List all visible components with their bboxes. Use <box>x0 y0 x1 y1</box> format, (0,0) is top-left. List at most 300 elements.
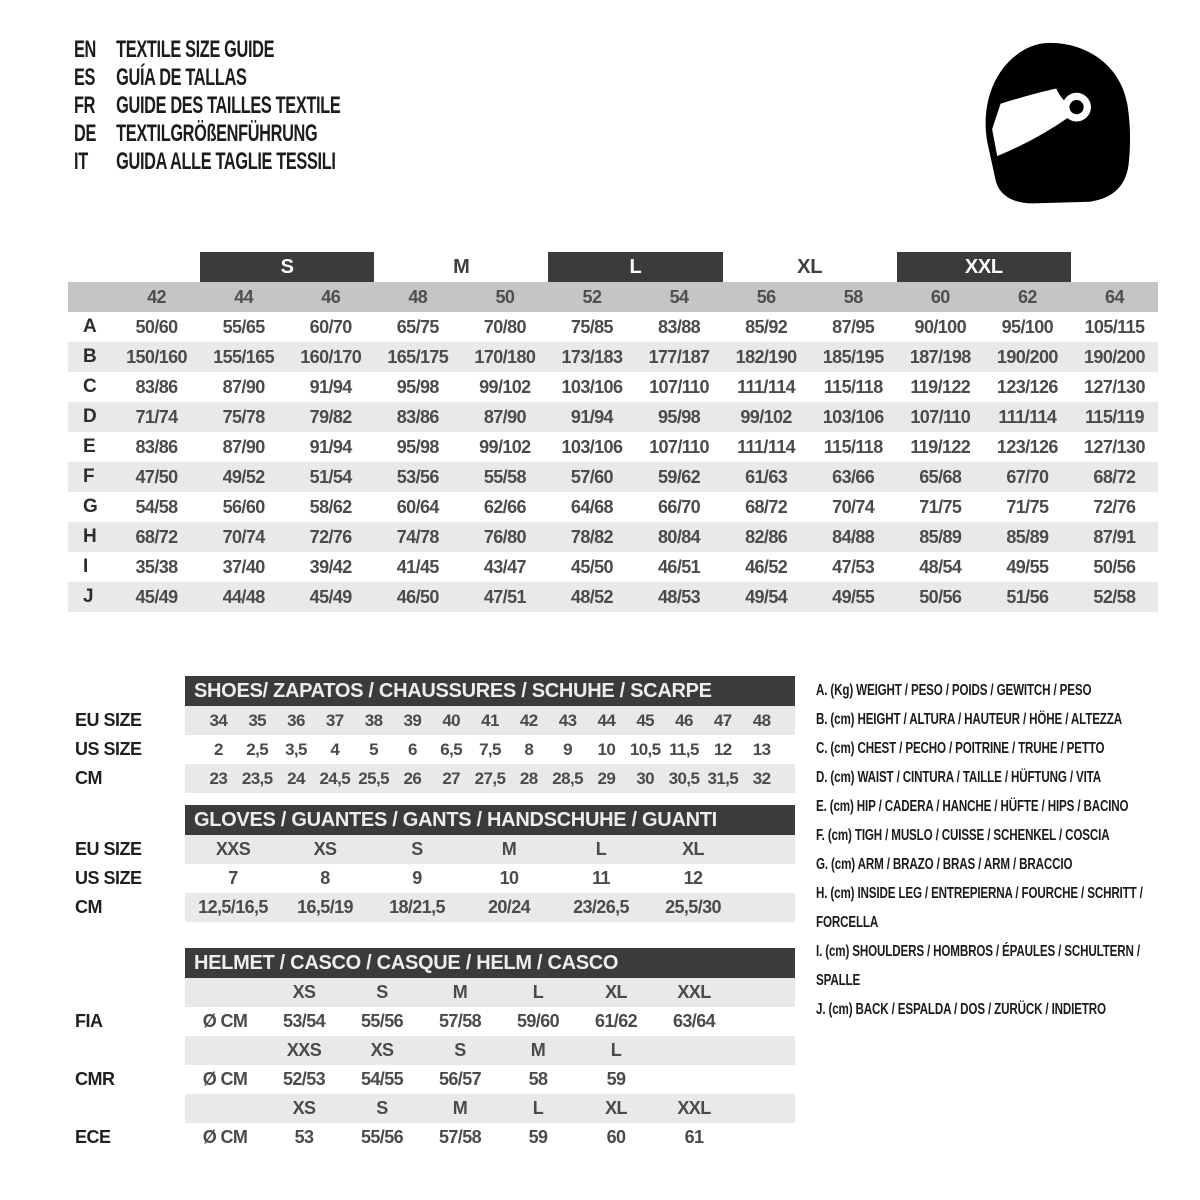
helmet-size-label: M <box>452 982 468 1002</box>
helmet-size-label: L <box>610 1040 622 1060</box>
legend-unit: (cm) <box>827 827 852 844</box>
size-value: 95/98 <box>396 376 439 397</box>
size-value: 99/102 <box>740 406 792 427</box>
gloves-title-bar: GLOVES / GUANTES / GANTS / HANDSCHUHE / GUANTI <box>185 805 795 835</box>
size-value: 160/170 <box>300 346 362 367</box>
size-value: 65/68 <box>919 466 962 487</box>
gloves-row-values <box>185 835 795 864</box>
legend-key: D. <box>816 769 828 786</box>
size-value: 185/195 <box>822 346 884 367</box>
shoes-row-label: US SIZE <box>75 739 142 759</box>
diameter-unit-label: Ø CM <box>202 1011 248 1031</box>
size-value: 48/53 <box>658 586 701 607</box>
helmet-value: 56/57 <box>438 1069 482 1089</box>
helmet-standard-label: FIA <box>75 1011 103 1031</box>
size-value: 82/86 <box>745 526 788 547</box>
size-value: 99/102 <box>479 436 531 457</box>
legend-key: F. <box>816 827 825 844</box>
size-column-header: 56 <box>756 286 776 307</box>
gloves-value: 12 <box>683 868 703 888</box>
helmet-size-label: S <box>376 982 388 1002</box>
size-value: 37/40 <box>222 556 265 577</box>
helmet-value: 60 <box>606 1127 626 1147</box>
size-value: 83/86 <box>396 406 439 427</box>
size-value: 103/106 <box>561 376 623 397</box>
measure-letter: E <box>83 436 96 457</box>
gloves-value: 18/21,5 <box>389 897 445 917</box>
size-value: 49/52 <box>222 466 265 487</box>
shoes-value: 30 <box>636 768 655 788</box>
shoes-value: 40 <box>442 710 461 730</box>
helmet-value: 59 <box>606 1069 626 1089</box>
size-value: 71/75 <box>1006 496 1049 517</box>
gloves-value: 10 <box>499 868 519 888</box>
shoes-value: 10,5 <box>629 739 661 759</box>
helmet-row-spacer <box>68 1094 185 1123</box>
size-value: 75/78 <box>222 406 265 427</box>
measure-letter: A <box>83 316 97 337</box>
size-column-header: 46 <box>321 286 341 307</box>
language-title-row <box>74 120 340 148</box>
legend-item <box>816 734 1176 763</box>
size-value: 105/115 <box>1084 316 1145 337</box>
size-value: 80/84 <box>658 526 701 547</box>
legend-unit: (cm) <box>831 856 856 873</box>
shoes-value: 32 <box>752 768 771 788</box>
shoes-value: 41 <box>481 710 499 730</box>
size-value: 65/75 <box>396 316 439 337</box>
legend-item <box>816 850 1176 879</box>
legend-text: TIGH / MUSLO / CUISSE / SCHENKEL / COSCIA <box>854 827 1110 844</box>
size-value: 95/100 <box>1001 316 1054 337</box>
helmet-values-row <box>68 1123 795 1152</box>
shoes-value: 2,5 <box>246 739 269 759</box>
helmet-value: 59/60 <box>516 1011 560 1031</box>
language-code: FR <box>74 92 96 119</box>
helmet-standard-label: ECE <box>75 1127 111 1147</box>
size-value: 49/54 <box>745 586 788 607</box>
legend-text: HIP / CADERA / HANCHE / HÜFTE / HIPS / BACINO <box>856 798 1129 815</box>
helmet-sizes-row <box>68 1094 795 1123</box>
size-value: 70/74 <box>222 526 265 547</box>
legend-unit: (cm) <box>828 1001 853 1018</box>
shoes-value: 38 <box>364 710 383 730</box>
size-value: 87/91 <box>1093 526 1136 547</box>
helmet-row-spacer <box>68 978 185 1007</box>
shoes-value: 4 <box>330 739 340 759</box>
gloves-row-values <box>185 893 795 922</box>
shoes-value: 12 <box>713 739 732 759</box>
legend-unit: (cm) <box>830 740 855 757</box>
legend-item <box>816 995 1176 1024</box>
helmet-value: 53 <box>294 1127 314 1147</box>
size-table-row <box>68 492 1158 522</box>
size-value: 177/187 <box>648 346 710 367</box>
shoes-value: 13 <box>752 739 771 759</box>
helmet-values-row <box>68 1007 795 1036</box>
helmet-value: 55/56 <box>360 1011 404 1031</box>
shoes-value: 27,5 <box>474 768 506 788</box>
language-code: ES <box>74 64 96 91</box>
legend-key: E. <box>816 798 827 815</box>
helmet-size-label: XL <box>605 982 627 1002</box>
size-value: 155/165 <box>213 346 275 367</box>
shoes-value: 10 <box>597 739 616 759</box>
legend-text: SHOULDERS / HOMBROS / ÉPAULES / SCHULTERN / SPALLE <box>816 943 1140 989</box>
legend-item <box>816 763 1176 792</box>
legend-text: BACK / ESPALDA / DOS / ZURÜCK / INDIETRO <box>855 1001 1106 1018</box>
helmet-value: 55/56 <box>360 1127 404 1147</box>
shoes-value: 11,5 <box>669 739 699 759</box>
size-value: 85/89 <box>1006 526 1049 547</box>
legend-unit: (cm) <box>825 943 850 960</box>
size-column-header: 52 <box>582 286 602 307</box>
helmet-sizes <box>185 1094 795 1123</box>
size-value: 41/45 <box>396 556 439 577</box>
size-value: 173/183 <box>561 346 623 367</box>
gloves-value: 20/24 <box>487 897 531 917</box>
shoes-value: 39 <box>403 710 422 730</box>
helmet-size-label: M <box>452 1098 468 1118</box>
size-value: 83/86 <box>135 376 178 397</box>
gloves-value: XS <box>313 839 337 859</box>
size-value: 79/82 <box>309 406 352 427</box>
shoes-value: 35 <box>248 710 267 730</box>
size-value: 54/58 <box>135 496 178 517</box>
helmet-size-label: XS <box>292 1098 316 1118</box>
shoes-value: 7,5 <box>479 739 501 759</box>
size-value: 123/126 <box>996 376 1058 397</box>
size-value: 50/60 <box>135 316 178 337</box>
size-value: 99/102 <box>479 376 531 397</box>
size-table-body <box>68 312 1158 612</box>
size-value: 87/95 <box>832 316 875 337</box>
size-column-header: 48 <box>408 286 428 307</box>
guide-title: TEXTILE SIZE GUIDE <box>116 36 275 63</box>
helmet-value: 59 <box>528 1127 548 1147</box>
shoes-value: 43 <box>558 710 577 730</box>
legend-item <box>816 937 1176 995</box>
size-value: 111/114 <box>737 376 796 397</box>
diameter-unit-label: Ø CM <box>202 1069 248 1089</box>
size-value: 60/64 <box>396 496 439 517</box>
size-value: 71/74 <box>135 406 178 427</box>
size-value: 71/75 <box>919 496 962 517</box>
size-value: 107/110 <box>910 406 971 427</box>
helmet-size-label: L <box>532 982 544 1002</box>
size-value: 61/63 <box>745 466 788 487</box>
size-value: 46/52 <box>745 556 788 577</box>
gloves-value: 8 <box>320 868 330 888</box>
size-value: 74/78 <box>396 526 439 547</box>
size-value: 39/42 <box>309 556 352 577</box>
shoes-value: 29 <box>597 768 616 788</box>
language-title-row <box>74 92 340 120</box>
helmet-size-label: M <box>530 1040 546 1060</box>
shoes-value: 45 <box>636 710 655 730</box>
size-value: 85/89 <box>919 526 962 547</box>
legend-text: INSIDE LEG / ENTREPIERNA / FOURCHE / SCHRITT / FORCELLA <box>816 885 1143 931</box>
gloves-value: 12,5/16,5 <box>198 897 268 917</box>
size-value: 60/70 <box>309 316 352 337</box>
size-column-header: 50 <box>495 286 515 307</box>
helmet-size-label: XS <box>292 982 316 1002</box>
size-value: 53/56 <box>396 466 439 487</box>
size-value: 91/94 <box>570 406 613 427</box>
helmet-size-label: S <box>376 1098 388 1118</box>
size-value: 119/122 <box>910 436 971 457</box>
shoes-value: 30,5 <box>668 768 700 788</box>
legend-key: G. <box>816 856 828 873</box>
size-value: 57/60 <box>570 466 613 487</box>
size-value: 115/118 <box>823 436 883 457</box>
shoes-title-bar: SHOES/ ZAPATOS / CHAUSSURES / SCHUHE / SCARPE <box>185 676 795 706</box>
size-value: 103/106 <box>822 406 884 427</box>
shoes-value: 44 <box>597 710 616 730</box>
legend-item <box>816 676 1176 705</box>
size-column-header: 42 <box>147 286 166 307</box>
helmet-rows <box>68 978 795 1152</box>
gloves-row <box>68 835 795 864</box>
gloves-value: XXS <box>215 839 251 859</box>
legend-unit: (Kg) <box>830 682 854 699</box>
size-value: 66/70 <box>658 496 701 517</box>
legend-text: ARM / BRAZO / BRAS / ARM / BRACCIO <box>857 856 1073 873</box>
size-value: 45/49 <box>309 586 352 607</box>
size-value: 95/98 <box>658 406 701 427</box>
size-value: 59/62 <box>658 466 701 487</box>
size-group-m: M <box>453 255 470 278</box>
size-value: 50/56 <box>919 586 962 607</box>
shoes-value: 25,5 <box>358 768 389 788</box>
shoes-row-values <box>185 735 795 764</box>
size-value: 182/190 <box>735 346 797 367</box>
size-column-header: 58 <box>843 286 863 307</box>
helmet-sizes-row <box>68 978 795 1007</box>
size-value: 58/62 <box>309 496 352 517</box>
helmet-size-label: XXS <box>286 1040 322 1060</box>
helmet-sizes-row <box>68 1036 795 1065</box>
size-value: 75/85 <box>570 316 613 337</box>
size-value: 115/119 <box>1085 406 1144 427</box>
shoes-value: 6,5 <box>440 739 463 759</box>
helmet-value: 61/62 <box>594 1011 638 1031</box>
size-value: 35/38 <box>135 556 178 577</box>
shoes-row <box>68 706 795 735</box>
shoes-value: 42 <box>519 710 538 730</box>
legend-unit: (cm) <box>830 711 855 728</box>
shoes-value: 28,5 <box>552 768 583 788</box>
size-value: 68/72 <box>135 526 178 547</box>
shoes-value: 46 <box>675 710 693 730</box>
size-value: 55/65 <box>222 316 265 337</box>
size-value: 46/50 <box>396 586 439 607</box>
gloves-row-label: CM <box>75 897 102 917</box>
helmet-row-spacer <box>68 1036 185 1065</box>
helmet-size-label: XL <box>605 1098 627 1118</box>
racing-helmet-icon <box>982 36 1134 212</box>
shoes-value: 28 <box>519 768 538 788</box>
legend-text: CHEST / PECHO / POITRINE / TRUHE / PETTO <box>857 740 1105 757</box>
helmet-value: 58 <box>528 1069 548 1089</box>
shoes-value: 31,5 <box>707 768 739 788</box>
size-value: 45/49 <box>135 586 178 607</box>
size-table-row <box>68 342 1158 372</box>
size-value: 52/58 <box>1093 586 1136 607</box>
size-column-header: 64 <box>1105 286 1124 307</box>
size-value: 68/72 <box>745 496 788 517</box>
size-value: 103/106 <box>561 436 623 457</box>
shoes-value: 24,5 <box>319 768 351 788</box>
language-code: DE <box>74 120 96 147</box>
gloves-value: S <box>411 839 423 859</box>
gloves-row-label: EU SIZE <box>75 839 142 859</box>
size-value: 150/160 <box>126 346 187 367</box>
size-value: 111/114 <box>998 406 1057 427</box>
size-value: 91/94 <box>309 436 352 457</box>
size-value: 170/180 <box>474 346 536 367</box>
helmet-value: 57/58 <box>438 1127 482 1147</box>
legend-item <box>816 792 1176 821</box>
size-value: 87/90 <box>222 436 265 457</box>
shoes-row <box>68 764 795 793</box>
helmet-sizes <box>185 1036 795 1065</box>
helmet-size-label: XXL <box>677 982 711 1002</box>
size-column-header: 60 <box>930 286 950 307</box>
shoes-rows <box>68 706 795 793</box>
size-value: 48/52 <box>570 586 613 607</box>
size-value: 187/198 <box>909 346 971 367</box>
language-code: IT <box>74 148 88 175</box>
size-value: 91/94 <box>309 376 352 397</box>
size-value: 123/126 <box>996 436 1058 457</box>
size-value: 68/72 <box>1093 466 1136 487</box>
legend-key: A. <box>816 682 828 699</box>
size-value: 67/70 <box>1006 466 1049 487</box>
shoes-value: 5 <box>369 739 379 759</box>
measure-letter: B <box>83 346 97 367</box>
size-table-row <box>68 432 1158 462</box>
textile-size-table <box>68 252 1158 612</box>
size-group-l: L <box>548 252 722 282</box>
helmet-value: 63/64 <box>672 1011 716 1031</box>
guide-title: GUIDE DES TAILLES TEXTILE <box>116 92 341 119</box>
measure-letter: F <box>83 466 95 487</box>
legend-unit: (cm) <box>830 769 855 786</box>
size-value: 47/53 <box>832 556 875 577</box>
size-value: 119/122 <box>910 376 971 397</box>
shoes-value: 3,5 <box>285 739 307 759</box>
gloves-value: 9 <box>412 868 422 888</box>
size-value: 84/88 <box>832 526 875 547</box>
shoes-value: 36 <box>287 710 305 730</box>
size-value: 46/51 <box>658 556 701 577</box>
size-value: 78/82 <box>570 526 613 547</box>
helmet-value: 54/55 <box>360 1069 404 1089</box>
size-table-row <box>68 372 1158 402</box>
helmet-values-row <box>68 1065 795 1094</box>
gloves-row <box>68 864 795 893</box>
size-column-header: 62 <box>1017 286 1037 307</box>
size-value: 43/47 <box>483 556 526 577</box>
helmet-title-bar: HELMET / CASCO / CASQUE / HELM / CASCO <box>185 948 795 978</box>
legend-key: J. <box>816 1001 826 1018</box>
shoes-value: 47 <box>713 710 732 730</box>
language-title-row <box>74 36 340 64</box>
legend-unit: (cm) <box>829 798 854 815</box>
guide-title: GUIDA ALLE TAGLIE TESSILI <box>116 148 336 175</box>
shoes-value: 37 <box>325 710 344 730</box>
gloves-table <box>68 805 795 922</box>
size-value: 51/54 <box>309 466 352 487</box>
size-value: 49/55 <box>1006 556 1049 577</box>
diameter-unit-label: Ø CM <box>202 1127 248 1147</box>
shoes-row <box>68 735 795 764</box>
size-groups-row <box>68 252 1158 282</box>
size-value: 90/100 <box>914 316 967 337</box>
helmet-size-label: XXL <box>677 1098 711 1118</box>
legend-unit: (cm) <box>830 885 855 902</box>
size-value: 87/90 <box>222 376 265 397</box>
size-column-header: 44 <box>234 286 254 307</box>
shoes-row-values <box>185 706 795 735</box>
measure-letter: J <box>83 586 94 607</box>
size-table-row <box>68 552 1158 582</box>
gloves-value: L <box>595 839 607 859</box>
helmet-size-label: S <box>454 1040 466 1060</box>
size-value: 95/98 <box>396 436 439 457</box>
shoes-value: 24 <box>287 768 305 788</box>
size-value: 190/200 <box>1084 346 1145 367</box>
helmet-values <box>185 1065 795 1094</box>
legend-key: C. <box>816 740 828 757</box>
measure-letter: C <box>83 376 97 397</box>
size-value: 107/110 <box>649 376 709 397</box>
shoes-value: 48 <box>752 710 771 730</box>
gloves-row <box>68 893 795 922</box>
size-value: 115/118 <box>823 376 883 397</box>
gloves-value: 25,5/30 <box>665 897 721 917</box>
size-numbers-row <box>68 282 1158 312</box>
size-value: 62/66 <box>483 496 526 517</box>
size-value: 87/90 <box>483 406 526 427</box>
gloves-value: 16,5/19 <box>297 897 353 917</box>
helmet-value: 52/53 <box>282 1069 326 1089</box>
helmet-values <box>185 1007 795 1036</box>
measurement-legend <box>816 676 1176 1024</box>
language-title-list <box>74 36 340 176</box>
size-group-xxl: XXL <box>897 252 1071 282</box>
language-code: EN <box>74 36 96 63</box>
shoes-value: 34 <box>209 710 228 730</box>
size-value: 44/48 <box>222 586 265 607</box>
size-table-row <box>68 522 1158 552</box>
size-value: 127/130 <box>1084 436 1145 457</box>
helmet-size-label: L <box>532 1098 544 1118</box>
size-value: 72/76 <box>1093 496 1136 517</box>
helmet-value: 61 <box>684 1127 704 1147</box>
size-value: 111/114 <box>737 436 796 457</box>
legend-item <box>816 879 1176 937</box>
shoes-value: 26 <box>403 768 422 788</box>
helmet-value: 53/54 <box>282 1011 326 1031</box>
shoes-value: 8 <box>524 739 534 759</box>
helmet-sizes <box>185 978 795 1007</box>
gloves-value: 7 <box>228 868 238 888</box>
gloves-row-label: US SIZE <box>75 868 142 888</box>
shoes-row-label: CM <box>75 768 102 788</box>
size-value: 72/76 <box>309 526 352 547</box>
